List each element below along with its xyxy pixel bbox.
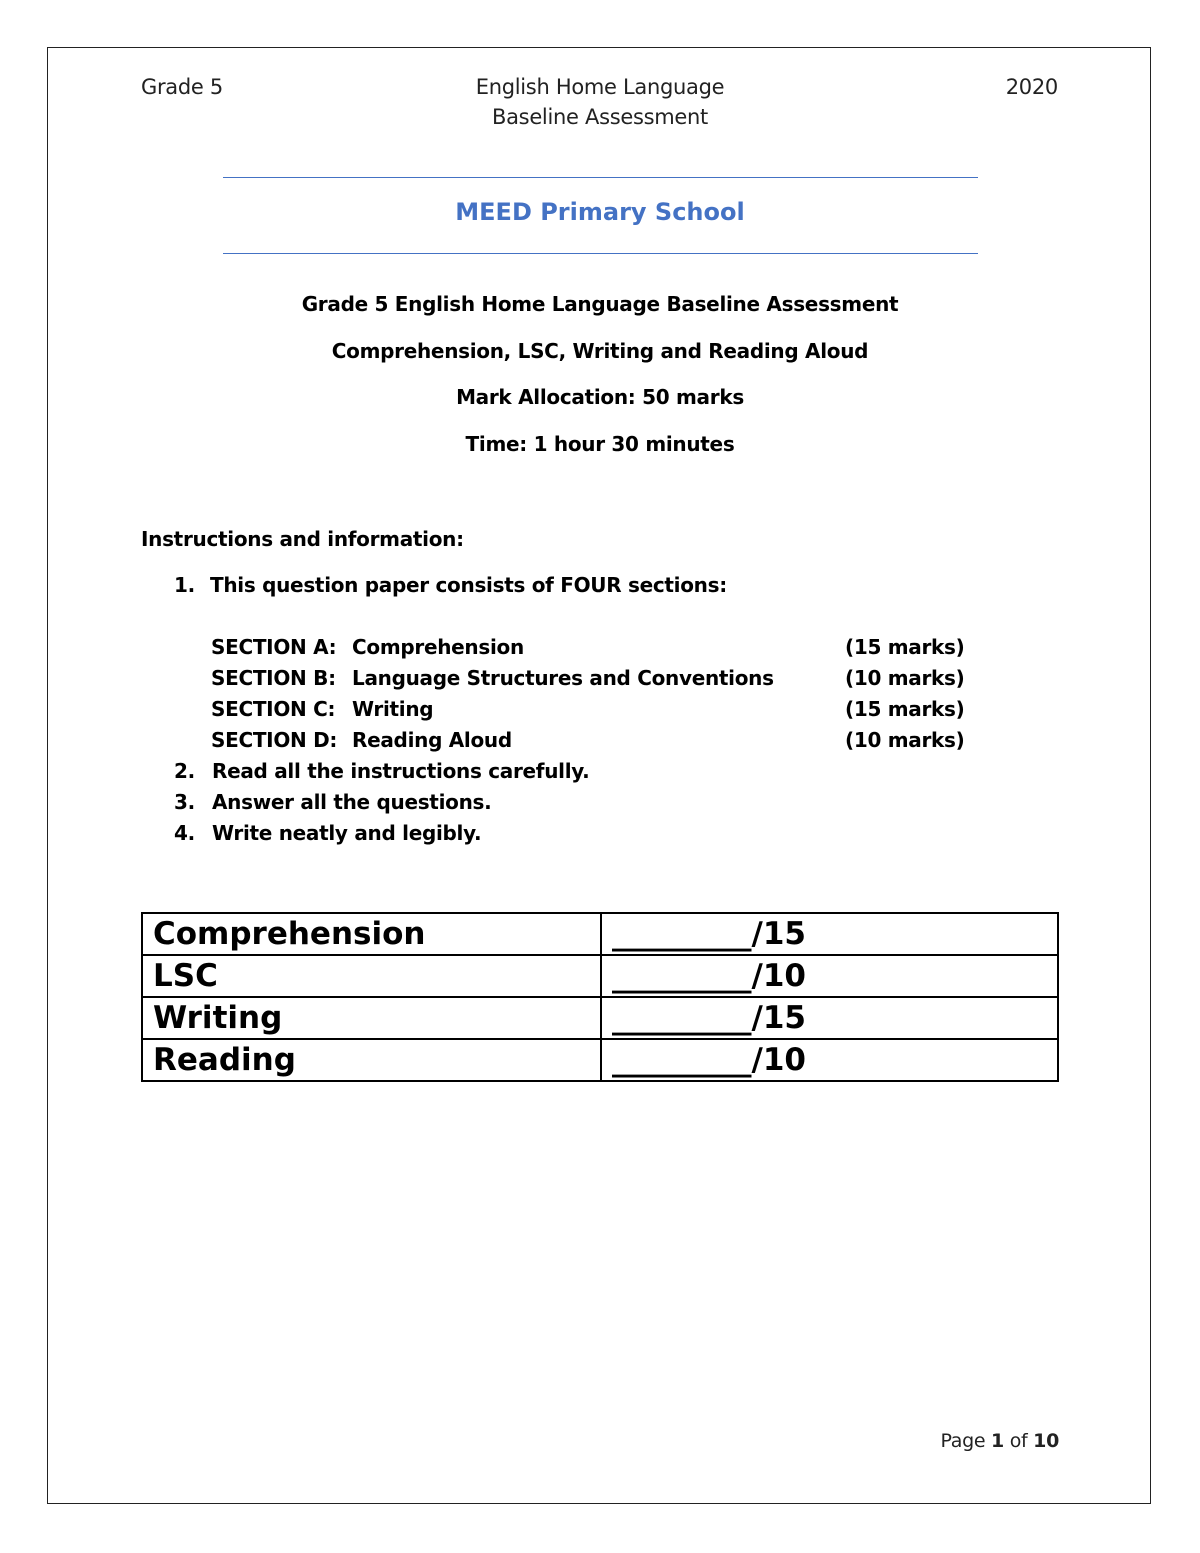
instructions-heading: Instructions and information: [141,527,464,551]
section-row-a [0,635,1200,663]
instruction-number: 4. [174,821,195,845]
school-rule-top [223,177,978,178]
score-blank: _________/10 [601,955,1058,997]
score-row-comprehension [142,913,1058,955]
score-blank: _________/10 [601,1039,1058,1081]
instruction-number: 3. [174,790,195,814]
page-total: 10 [1033,1430,1059,1452]
section-marks: (10 marks) [845,666,965,690]
section-name: Reading Aloud [352,728,512,752]
page-current: 1 [991,1430,1004,1452]
score-label: LSC [142,955,601,997]
page-prefix: Page [940,1430,986,1452]
instruction-text: Write neatly and legibly. [212,821,482,845]
score-label: Writing [142,997,601,1039]
instruction-item-3 [0,790,1200,818]
instruction-item-2 [0,759,1200,787]
assessment-title: Grade 5 English Home Language Baseline Assessment [301,292,899,316]
assessment-components: Comprehension, LSC, Writing and Reading Aloud [331,339,869,363]
header-grade: Grade 5 [141,75,223,99]
mark-allocation: Mark Allocation: 50 marks [456,385,744,409]
time-allowed: Time: 1 hour 30 minutes [465,432,735,456]
section-name: Comprehension [352,635,524,659]
instruction-number: 1. [174,573,195,597]
school-name: MEED Primary School [455,198,745,226]
page-of: of [1009,1430,1028,1452]
section-marks: (15 marks) [845,697,965,721]
school-rule-bottom [223,253,978,254]
score-table [141,912,1059,1082]
section-row-d [0,728,1200,756]
instruction-item-1 [0,573,1200,601]
instruction-number: 2. [174,759,195,783]
header-subject [300,72,900,132]
page-number [940,1430,1059,1452]
section-label: SECTION A: [211,635,337,659]
score-row-reading [142,1039,1058,1081]
score-blank: _________/15 [601,997,1058,1039]
section-label: SECTION D: [211,728,338,752]
section-marks: (10 marks) [845,728,965,752]
section-marks: (15 marks) [845,635,965,659]
score-row-writing [142,997,1058,1039]
instruction-text: This question paper consists of FOUR sections: [210,573,727,597]
section-name: Writing [352,697,434,721]
header-subject-line2: Baseline Assessment [492,105,708,129]
header-subject-line1: English Home Language [475,75,725,99]
section-name: Language Structures and Conventions [352,666,774,690]
header-year: 2020 [1005,75,1058,99]
section-label: SECTION C: [211,697,336,721]
section-row-b [0,666,1200,694]
section-row-c [0,697,1200,725]
section-label: SECTION B: [211,666,336,690]
instruction-text: Read all the instructions carefully. [212,759,590,783]
instruction-text: Answer all the questions. [212,790,492,814]
score-label: Reading [142,1039,601,1081]
instruction-item-4 [0,821,1200,849]
score-row-lsc [142,955,1058,997]
score-label: Comprehension [142,913,601,955]
score-blank: _________/15 [601,913,1058,955]
